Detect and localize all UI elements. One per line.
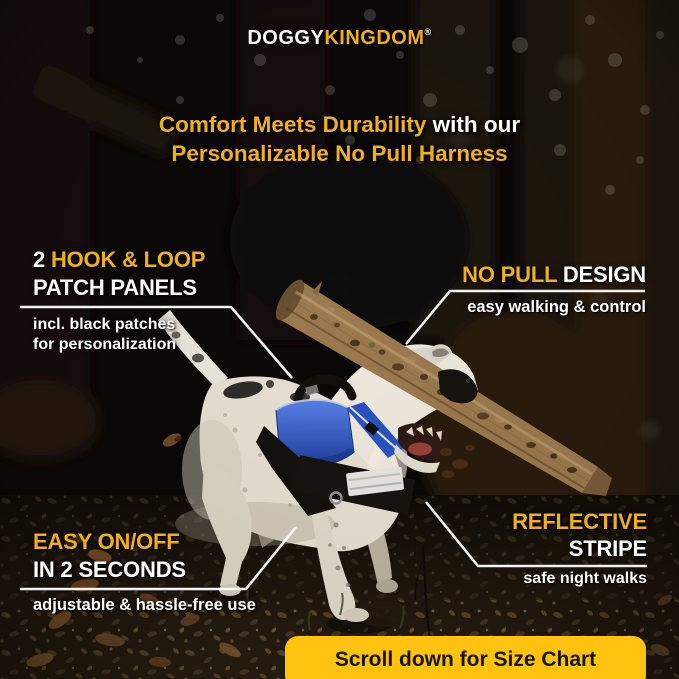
callout-reflective-sub: safe night walks [523, 570, 647, 587]
registered-trademark: ® [424, 27, 432, 37]
easy-onoff-accent: EASY ON/OFF [33, 529, 180, 554]
size-chart-cta-button[interactable]: Scroll down for Size Chart [285, 636, 646, 679]
headline-line2: Personalizable No Pull Harness [171, 141, 508, 166]
callout-reflective-title [512, 508, 647, 562]
callout-hook-loop-sub [33, 315, 176, 355]
headline-rest: with our [426, 112, 521, 137]
callout-easy-onoff-title [33, 528, 186, 584]
no-pull-accent: NO PULL [462, 262, 557, 287]
hook-loop-accent: HOOK & LOOP [50, 247, 206, 272]
callout-easy-onoff-sub: adjustable & hassle-free use [33, 596, 256, 614]
callout-no-pull-title [462, 261, 646, 289]
callout-hook-loop-title [33, 246, 205, 302]
hook-loop-sub1: incl. black patches [33, 316, 176, 333]
callout-no-pull-sub: easy walking & control [467, 298, 646, 316]
easy-onoff-line2: IN 2 SECONDS [33, 557, 186, 582]
reflective-accent: REFLECTIVE [512, 509, 647, 534]
brand-logo [0, 27, 679, 50]
no-pull-rest: DESIGN [556, 262, 646, 287]
hook-loop-sub2: for personalization [33, 336, 177, 353]
hook-loop-number: 2 [33, 247, 51, 272]
headline [0, 110, 679, 168]
hook-loop-line2: PATCH PANELS [33, 275, 197, 300]
headline-accent: Comfort Meets Durability [158, 112, 427, 137]
reflective-line2: STRIPE [568, 536, 647, 561]
brand-name-part1: DOGGY [247, 27, 325, 49]
brand-name-part2: KINGDOM [324, 27, 425, 49]
